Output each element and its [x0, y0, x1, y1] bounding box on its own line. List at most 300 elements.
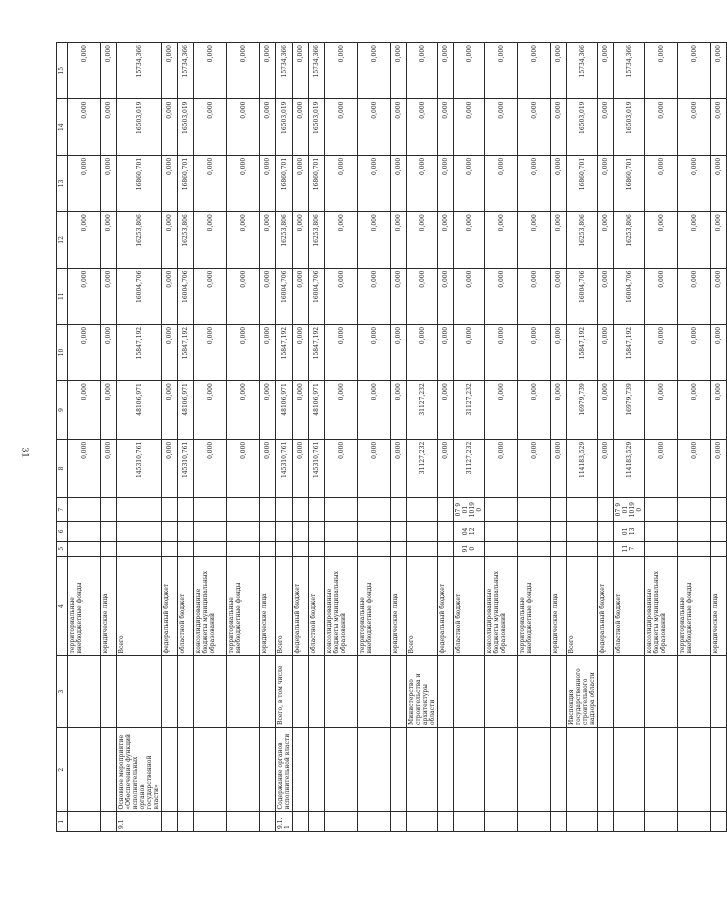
year-cell: 0,000: [227, 324, 260, 380]
event-name-cell: Основное мероприятие «Обеспечение функций исполнительных органов государственной власти»: [117, 727, 162, 812]
event-name-cell: [358, 727, 391, 812]
year-cell: 0,000: [260, 155, 276, 211]
row-number-cell: [645, 812, 678, 832]
year-cell: 0,000: [68, 212, 101, 268]
target-article-cell: [438, 498, 454, 522]
year-cell: 0,000: [68, 268, 101, 324]
row-number-cell: [227, 812, 260, 832]
header-cell: 1: [57, 812, 68, 832]
year-cell: 0,000: [711, 268, 727, 324]
header-cell: 11: [57, 268, 68, 324]
section-code-cell: [68, 522, 101, 542]
target-article-cell: [485, 498, 518, 522]
year-cell: 0,000: [598, 324, 614, 380]
event-name-cell: [162, 727, 178, 812]
funding-source-cell: территориальные внебюджетные фонды: [68, 556, 101, 656]
grbs-code-cell: 910: [454, 541, 485, 556]
year-cell: 0,000: [518, 381, 551, 440]
grbs-code-cell: 117: [614, 541, 645, 556]
header-cell: 4: [57, 556, 68, 656]
year-cell: 0,000: [551, 43, 567, 100]
year-cell: 0,000: [325, 99, 358, 155]
year-cell: 0,000: [260, 212, 276, 268]
executor-cell: [194, 656, 227, 728]
year-cell: 0,000: [454, 43, 485, 100]
year-cell: 16503,019: [567, 99, 598, 155]
target-article-cell: [407, 498, 438, 522]
grbs-code-cell: [194, 541, 227, 556]
year-cell: 0,000: [260, 43, 276, 100]
event-name-cell: [260, 727, 276, 812]
total-cell: 0,000: [358, 439, 391, 498]
grbs-code-cell: [518, 541, 551, 556]
grbs-code-cell: [358, 541, 391, 556]
event-name-cell: [678, 727, 711, 812]
year-cell: 0,000: [101, 381, 117, 440]
year-cell: 0,000: [260, 268, 276, 324]
year-cell: 16860,701: [117, 155, 162, 211]
year-cell: 0,000: [551, 268, 567, 324]
year-cell: 16860,701: [276, 155, 293, 211]
event-name-cell: [325, 727, 358, 812]
year-cell: 0,000: [325, 268, 358, 324]
year-cell: 0,000: [551, 99, 567, 155]
year-cell: 0,000: [68, 99, 101, 155]
year-cell: 0,000: [485, 381, 518, 440]
year-cell: 0,000: [678, 268, 711, 324]
year-cell: 0,000: [454, 99, 485, 155]
year-cell: 0,000: [645, 212, 678, 268]
executor-cell: [391, 656, 407, 728]
section-code-cell: [117, 522, 162, 542]
year-cell: 16253,806: [178, 212, 194, 268]
year-cell: 0,000: [391, 268, 407, 324]
year-cell: 0,000: [358, 43, 391, 100]
year-cell: 0,000: [645, 381, 678, 440]
year-cell: 0,000: [227, 381, 260, 440]
year-cell: 0,000: [227, 99, 260, 155]
year-cell: 0,000: [293, 43, 309, 100]
total-cell: 0,000: [678, 439, 711, 498]
table-row: [293, 43, 309, 832]
year-cell: 0,000: [101, 324, 117, 380]
funding-source-cell: юридические лица: [711, 556, 727, 656]
year-cell: 16503,019: [178, 99, 194, 155]
funding-source-cell: юридические лица: [391, 556, 407, 656]
budget-table: [56, 42, 727, 832]
year-cell: 0,000: [358, 155, 391, 211]
year-cell: 0,000: [438, 99, 454, 155]
funding-source-cell: федеральный бюджет: [162, 556, 178, 656]
table-row: [101, 43, 117, 832]
year-cell: 0,000: [645, 43, 678, 100]
funding-source-cell: федеральный бюджет: [438, 556, 454, 656]
row-number-cell: [598, 812, 614, 832]
page-number: 31: [20, 447, 30, 458]
year-cell: 0,000: [391, 381, 407, 440]
event-name-cell: [438, 727, 454, 812]
year-cell: 0,000: [68, 43, 101, 100]
year-cell: 0,000: [358, 212, 391, 268]
total-cell: 0,000: [194, 439, 227, 498]
section-code-cell: [260, 522, 276, 542]
year-cell: 0,000: [358, 381, 391, 440]
total-cell: 0,000: [485, 439, 518, 498]
table-row: [276, 43, 293, 832]
target-article-cell: [598, 498, 614, 522]
executor-cell: [260, 656, 276, 728]
total-cell: 145310,761: [309, 439, 325, 498]
year-cell: 0,000: [407, 212, 438, 268]
target-article-cell: [178, 498, 194, 522]
year-cell: 31127,232: [407, 381, 438, 440]
executor-cell: [645, 656, 678, 728]
year-cell: 0,000: [678, 43, 711, 100]
funding-source-cell: консолидированные бюджеты муниципальных образований: [645, 556, 678, 656]
funding-source-cell: территориальные внебюджетные фонды: [678, 556, 711, 656]
year-cell: 16004,706: [276, 268, 293, 324]
total-cell: 145310,761: [178, 439, 194, 498]
target-article-cell: [518, 498, 551, 522]
year-cell: 0,000: [438, 381, 454, 440]
target-article-cell: [711, 498, 727, 522]
total-cell: 145310,761: [276, 439, 293, 498]
section-code-cell: [325, 522, 358, 542]
year-cell: 0,000: [194, 43, 227, 100]
section-code-cell: [438, 522, 454, 542]
section-code-cell: [407, 522, 438, 542]
year-cell: 16860,701: [614, 155, 645, 211]
total-cell: 114183,529: [614, 439, 645, 498]
year-cell: 0,000: [598, 212, 614, 268]
year-cell: 0,000: [162, 268, 178, 324]
year-cell: 0,000: [518, 324, 551, 380]
target-article-cell: [325, 498, 358, 522]
total-cell: 0,000: [68, 439, 101, 498]
table-row: [407, 43, 438, 832]
target-article-cell: [68, 498, 101, 522]
row-number-cell: [518, 812, 551, 832]
table-row: [117, 43, 162, 832]
year-cell: 0,000: [551, 155, 567, 211]
year-cell: 0,000: [645, 268, 678, 324]
year-cell: 15847,192: [276, 324, 293, 380]
target-article-cell: [227, 498, 260, 522]
grbs-code-cell: [101, 541, 117, 556]
year-cell: 0,000: [485, 324, 518, 380]
year-cell: 0,000: [485, 268, 518, 324]
row-number-cell: [567, 812, 598, 832]
year-cell: 0,000: [68, 324, 101, 380]
target-article-cell: [309, 498, 325, 522]
total-cell: 145310,761: [117, 439, 162, 498]
year-cell: 0,000: [227, 43, 260, 100]
year-cell: 0,000: [260, 99, 276, 155]
year-cell: 0,000: [711, 43, 727, 100]
table-row: [309, 43, 325, 832]
table-row: [711, 43, 727, 832]
year-cell: 0,000: [391, 155, 407, 211]
table-row: [598, 43, 614, 832]
funding-source-cell: областной бюджет: [309, 556, 325, 656]
target-article-cell: [117, 498, 162, 522]
year-cell: 0,000: [645, 155, 678, 211]
year-cell: 0,000: [485, 155, 518, 211]
header-cell: 5: [57, 541, 68, 556]
executor-cell: Всего, в том числе: [276, 656, 293, 728]
year-cell: 0,000: [227, 155, 260, 211]
target-article-cell: [358, 498, 391, 522]
section-code-cell: [645, 522, 678, 542]
funding-source-cell: областной бюджет: [178, 556, 194, 656]
row-number-cell: [358, 812, 391, 832]
year-cell: 15734,366: [567, 43, 598, 100]
grbs-code-cell: [551, 541, 567, 556]
year-cell: 0,000: [407, 99, 438, 155]
year-cell: 0,000: [518, 268, 551, 324]
grbs-code-cell: [260, 541, 276, 556]
total-cell: 0,000: [551, 439, 567, 498]
year-cell: 0,000: [711, 155, 727, 211]
row-number-cell: [391, 812, 407, 832]
header-cell: 9: [57, 381, 68, 440]
year-cell: 16004,706: [567, 268, 598, 324]
year-cell: 0,000: [678, 324, 711, 380]
event-name-cell: [711, 727, 727, 812]
total-cell: 0,000: [293, 439, 309, 498]
total-cell: 0,000: [645, 439, 678, 498]
year-cell: 0,000: [485, 99, 518, 155]
year-cell: 15847,192: [309, 324, 325, 380]
executor-cell: Инспекция государственного строительного надзора области: [567, 656, 598, 728]
year-cell: 0,000: [325, 381, 358, 440]
year-cell: 0,000: [645, 324, 678, 380]
header-cell: 3: [57, 656, 68, 728]
year-cell: 16503,019: [117, 99, 162, 155]
grbs-code-cell: [711, 541, 727, 556]
row-number-cell: [101, 812, 117, 832]
year-cell: 0,000: [485, 212, 518, 268]
funding-source-cell: областной бюджет: [614, 556, 645, 656]
year-cell: 16860,701: [178, 155, 194, 211]
year-cell: 0,000: [194, 381, 227, 440]
event-name-cell: [567, 727, 598, 812]
header-cell: 15: [57, 43, 68, 100]
year-cell: 0,000: [407, 268, 438, 324]
year-cell: 0,000: [227, 212, 260, 268]
executor-cell: [598, 656, 614, 728]
year-cell: 0,000: [438, 212, 454, 268]
row-number-cell: [485, 812, 518, 832]
year-cell: 0,000: [551, 212, 567, 268]
table-row: [438, 43, 454, 832]
section-code-cell: [101, 522, 117, 542]
target-article-cell: [293, 498, 309, 522]
executor-cell: [68, 656, 101, 728]
year-cell: 0,000: [194, 324, 227, 380]
year-cell: 0,000: [325, 324, 358, 380]
event-name-cell: Содержание органов исполнительной власти: [276, 727, 293, 812]
executor-cell: [518, 656, 551, 728]
section-code-cell: 04 12: [454, 522, 485, 542]
executor-cell: [551, 656, 567, 728]
year-cell: 16979,739: [567, 381, 598, 440]
funding-source-cell: федеральный бюджет: [293, 556, 309, 656]
year-cell: 0,000: [518, 43, 551, 100]
section-code-cell: [309, 522, 325, 542]
year-cell: 16253,806: [614, 212, 645, 268]
year-cell: 15734,366: [276, 43, 293, 100]
target-article-cell: [276, 498, 293, 522]
grbs-code-cell: [598, 541, 614, 556]
target-article-cell: [194, 498, 227, 522]
year-cell: 16253,806: [117, 212, 162, 268]
year-cell: 0,000: [162, 155, 178, 211]
year-cell: 0,000: [358, 99, 391, 155]
target-article-cell: [551, 498, 567, 522]
year-cell: 0,000: [598, 43, 614, 100]
table-row: [325, 43, 358, 832]
header-number-row: [57, 43, 68, 832]
target-article-cell: [162, 498, 178, 522]
target-article-cell: [260, 498, 276, 522]
year-cell: 0,000: [194, 212, 227, 268]
year-cell: 0,000: [162, 99, 178, 155]
year-cell: 0,000: [438, 43, 454, 100]
header-cell: 14: [57, 99, 68, 155]
rotated-table-container: [56, 42, 722, 832]
year-cell: 0,000: [101, 99, 117, 155]
table-row: [567, 43, 598, 832]
year-cell: 0,000: [325, 155, 358, 211]
header-cell: 8: [57, 439, 68, 498]
year-cell: 0,000: [645, 99, 678, 155]
year-cell: 0,000: [518, 155, 551, 211]
year-cell: 0,000: [598, 268, 614, 324]
executor-cell: [614, 656, 645, 728]
target-article-cell: [678, 498, 711, 522]
year-cell: 16503,019: [276, 99, 293, 155]
section-code-cell: [518, 522, 551, 542]
year-cell: 0,000: [101, 268, 117, 324]
target-article-cell: [391, 498, 407, 522]
target-article-cell: [645, 498, 678, 522]
grbs-code-cell: [276, 541, 293, 556]
row-number-cell: [614, 812, 645, 832]
grbs-code-cell: [178, 541, 194, 556]
executor-cell: [178, 656, 194, 728]
total-cell: 0,000: [598, 439, 614, 498]
year-cell: 0,000: [391, 43, 407, 100]
table-row: [227, 43, 260, 832]
year-cell: 48106,971: [309, 381, 325, 440]
total-cell: 0,000: [518, 439, 551, 498]
year-cell: 0,000: [293, 155, 309, 211]
grbs-code-cell: [117, 541, 162, 556]
year-cell: 0,000: [678, 99, 711, 155]
year-cell: 0,000: [194, 99, 227, 155]
event-name-cell: [614, 727, 645, 812]
section-code-cell: 01 13: [614, 522, 645, 542]
section-code-cell: [678, 522, 711, 542]
funding-source-cell: территориальные внебюджетные фонды: [518, 556, 551, 656]
funding-source-cell: Всего: [407, 556, 438, 656]
year-cell: 16253,806: [567, 212, 598, 268]
year-cell: 48106,971: [178, 381, 194, 440]
row-number-cell: [438, 812, 454, 832]
row-number-cell: [325, 812, 358, 832]
executor-cell: [117, 656, 162, 728]
total-cell: 0,000: [325, 439, 358, 498]
total-cell: 114183,529: [567, 439, 598, 498]
section-code-cell: [711, 522, 727, 542]
executor-cell: [293, 656, 309, 728]
year-cell: 0,000: [678, 155, 711, 211]
row-number-cell: [68, 812, 101, 832]
year-cell: 0,000: [454, 324, 485, 380]
year-cell: 0,000: [551, 324, 567, 380]
year-cell: 15847,192: [567, 324, 598, 380]
executor-cell: [162, 656, 178, 728]
row-number-cell: [309, 812, 325, 832]
event-name-cell: [454, 727, 485, 812]
total-cell: 0,000: [227, 439, 260, 498]
table-row: [454, 43, 485, 832]
executor-cell: [227, 656, 260, 728]
year-cell: 0,000: [407, 155, 438, 211]
section-code-cell: [567, 522, 598, 542]
year-cell: 16503,019: [614, 99, 645, 155]
table-row: [68, 43, 101, 832]
grbs-code-cell: [325, 541, 358, 556]
year-cell: 15847,192: [178, 324, 194, 380]
grbs-code-cell: [162, 541, 178, 556]
header-cell: 7: [57, 498, 68, 522]
grbs-code-cell: [645, 541, 678, 556]
year-cell: 0,000: [438, 268, 454, 324]
year-cell: 0,000: [293, 268, 309, 324]
funding-source-cell: Всего: [567, 556, 598, 656]
year-cell: 15734,366: [117, 43, 162, 100]
grbs-code-cell: [309, 541, 325, 556]
year-cell: 0,000: [162, 324, 178, 380]
year-cell: 16860,701: [309, 155, 325, 211]
row-number-cell: [678, 812, 711, 832]
executor-cell: [438, 656, 454, 728]
year-cell: 0,000: [518, 99, 551, 155]
table-row: [194, 43, 227, 832]
table-row: [645, 43, 678, 832]
year-cell: 0,000: [454, 212, 485, 268]
year-cell: 48106,971: [276, 381, 293, 440]
executor-cell: [678, 656, 711, 728]
table-row: [518, 43, 551, 832]
total-cell: 0,000: [391, 439, 407, 498]
year-cell: 0,000: [68, 155, 101, 211]
header-cell: 2: [57, 727, 68, 812]
header-cell: 13: [57, 155, 68, 211]
year-cell: 0,000: [293, 381, 309, 440]
grbs-code-cell: [678, 541, 711, 556]
table-row: [678, 43, 711, 832]
year-cell: 0,000: [391, 212, 407, 268]
grbs-code-cell: [567, 541, 598, 556]
year-cell: 0,000: [598, 381, 614, 440]
funding-source-cell: Всего: [276, 556, 293, 656]
row-number-cell: [260, 812, 276, 832]
year-cell: 0,000: [391, 99, 407, 155]
year-cell: 0,000: [438, 155, 454, 211]
